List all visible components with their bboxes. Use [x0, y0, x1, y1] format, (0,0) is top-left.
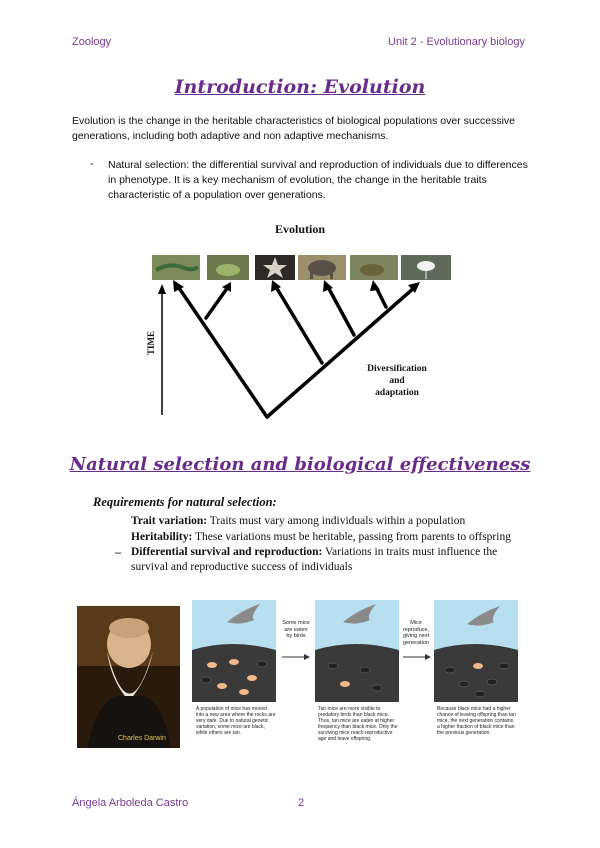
text-heritability: These variations must be heritable, passing from parents to offspring: [192, 531, 511, 543]
mice-panel-2: [315, 600, 399, 702]
section-title-evolution: Introduction: Evolution: [174, 76, 426, 98]
arrow-caption-1: Some mice are eaten by birds: [282, 620, 310, 639]
mice-caption-1: A population of mice has moved into a new area where the rocks are very dark. Due to natural genetic variation, some mice are black, while others are tan.: [196, 706, 276, 736]
dash-marker: –: [115, 545, 121, 559]
tree-annotation: [362, 363, 432, 399]
darwin-caption: Charles Darwin: [118, 735, 166, 742]
intro-paragraph: Evolution is the change in the heritable characteristics of biological populations over successive generations, including both adaptive and non adaptive mechanisms.: [72, 115, 515, 142]
requirement-heritability: [131, 531, 511, 543]
elephant-icon: [298, 255, 346, 280]
annotation-line3: adaptation: [375, 388, 419, 398]
darwin-portrait: [77, 606, 180, 748]
frog-icon: [207, 255, 249, 280]
mice-caption-2: Tan mice are more visible to predatory birds than black mice. Thus, tan mice are eaten at higher frequency than black mice. Only the surviving mice reach reproductive age and leave offspring.: [318, 706, 398, 742]
header-unit: Unit 2 - Evolutionary biology: [388, 36, 525, 48]
arrow-caption-2: Mice reproduce, giving next generation: [402, 620, 430, 646]
footer-author: Ángela Arboleda Castro: [72, 797, 189, 809]
tree-figure-title: Evolution: [274, 222, 325, 236]
requirement-differential-survival: [131, 546, 497, 558]
mice-panel-3: [434, 600, 518, 702]
term-differential-survival: Differential survival and reproduction:: [131, 546, 323, 558]
term-trait-variation: Trait variation:: [131, 515, 208, 527]
annotation-line1: Diversification: [367, 364, 427, 374]
section-title-natural-selection: Natural selection and biological effectiveness: [69, 454, 531, 475]
term-heritability: Heritability:: [131, 531, 193, 543]
arrow-right-icon: [282, 652, 310, 662]
time-axis-label: TIME: [146, 330, 156, 355]
annotation-line2: and: [389, 376, 405, 386]
requirement-trait-variation: [131, 515, 465, 527]
turtle-icon: [350, 255, 398, 280]
mice-panel-1: [192, 600, 276, 702]
starfish-icon: [255, 255, 295, 280]
text-trait-variation: Traits must vary among individuals within a population: [207, 515, 466, 527]
arrow-right-icon: [403, 652, 431, 662]
mice-caption-3: Because black mice had a higher chance of leaving offspring than tan mice, the next generation contains a higher fraction of black mice than the previous generation.: [437, 706, 516, 736]
egret-icon: [401, 255, 451, 280]
requirements-heading: Requirements for natural selection:: [93, 495, 277, 509]
bullet-marker: -: [90, 158, 94, 170]
natural-selection-bullet: Natural selection: the differential survival and reproduction of individuals due to differences in phenotype. It is a key mechanism of evolution, the change in the heritable traits characteristic of a population over generations.: [108, 159, 528, 201]
header-subject: Zoology: [72, 36, 112, 48]
page-number: 2: [298, 797, 305, 809]
lizard-icon: [152, 255, 200, 280]
requirement-continuation: survival and reproductive success of individuals: [131, 561, 353, 573]
text-differential-survival: Variations in traits must influence the: [322, 546, 498, 558]
